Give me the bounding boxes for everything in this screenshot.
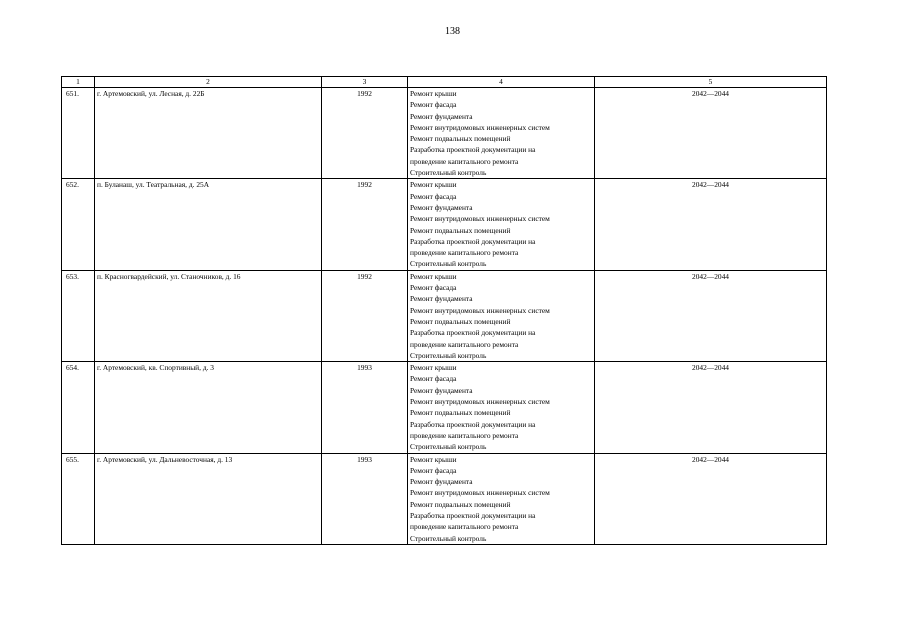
- work-item: Ремонт крыши: [410, 454, 457, 464]
- works-cell: [408, 362, 595, 453]
- work-item: Ремонт подвальных помещений: [410, 134, 511, 144]
- work-item: Строительный контроль: [410, 533, 487, 543]
- period-cell: 2042—2044: [595, 362, 827, 453]
- column-number: 3: [322, 77, 408, 88]
- work-item: проведение капитального ремонта: [410, 430, 519, 440]
- works-cell: [408, 270, 595, 361]
- row-number: 654.: [62, 362, 95, 453]
- work-item: Ремонт фундамента: [410, 202, 473, 212]
- work-item: Ремонт фасада: [410, 465, 457, 475]
- work-item: проведение капитального ремонта: [410, 339, 519, 349]
- period-cell: 2042—2044: [595, 179, 827, 270]
- column-number-row: [62, 77, 827, 88]
- work-item: Разработка проектной документации на: [410, 510, 536, 520]
- address-cell: г. Артемовский, ул. Дальневосточная, д. 13: [95, 453, 322, 544]
- work-item: Строительный контроль: [410, 350, 487, 360]
- work-item: Ремонт подвальных помещений: [410, 499, 511, 509]
- works-cell: [408, 453, 595, 544]
- column-number: 1: [62, 77, 95, 88]
- period-cell: 2042—2044: [595, 453, 827, 544]
- column-number: 4: [408, 77, 595, 88]
- work-item: Ремонт подвальных помещений: [410, 316, 511, 326]
- repair-schedule-table: [61, 76, 827, 545]
- work-item: проведение капитального ремонта: [410, 522, 519, 532]
- period-cell: 2042—2044: [595, 270, 827, 361]
- work-item: Ремонт крыши: [410, 89, 457, 98]
- work-item: Ремонт внутридомовых инженерных систем: [410, 397, 550, 407]
- row-number: 651.: [62, 88, 95, 179]
- work-item: проведение капитального ремонта: [410, 248, 519, 258]
- works-cell: [408, 88, 595, 179]
- work-item: Строительный контроль: [410, 259, 487, 269]
- work-item: Строительный контроль: [410, 442, 487, 452]
- table-row: [62, 362, 827, 453]
- work-item: Ремонт фундамента: [410, 294, 473, 304]
- work-item: Ремонт подвальных помещений: [410, 408, 511, 418]
- address-cell: п. Красногвардейский, ул. Станочников, д. 16: [95, 270, 322, 361]
- address-cell: г. Артемовский, ул. Лесная, д. 22Б: [95, 88, 322, 179]
- work-item: Ремонт внутридомовых инженерных систем: [410, 488, 550, 498]
- year-cell: 1992: [322, 88, 408, 179]
- column-number: 5: [595, 77, 827, 88]
- year-cell: 1993: [322, 362, 408, 453]
- work-item: Строительный контроль: [410, 168, 487, 178]
- year-cell: 1993: [322, 453, 408, 544]
- work-item: Ремонт крыши: [410, 180, 457, 190]
- work-item: Ремонт крыши: [410, 363, 457, 373]
- table-row: [62, 270, 827, 361]
- work-item: Ремонт внутридомовых инженерных систем: [410, 305, 550, 315]
- work-item: Ремонт фундамента: [410, 385, 473, 395]
- work-item: Ремонт крыши: [410, 271, 457, 281]
- work-item: Ремонт фасада: [410, 191, 457, 201]
- work-item: Разработка проектной документации на: [410, 419, 536, 429]
- work-item: проведение капитального ремонта: [410, 156, 519, 166]
- work-item: Разработка проектной документации на: [410, 145, 536, 155]
- address-cell: п. Буланаш, ул. Театральная, д. 25А: [95, 179, 322, 270]
- work-item: Ремонт внутридомовых инженерных систем: [410, 214, 550, 224]
- work-item: Разработка проектной документации на: [410, 236, 536, 246]
- work-item: Ремонт фасада: [410, 374, 457, 384]
- column-number: 2: [95, 77, 322, 88]
- work-item: Ремонт фасада: [410, 100, 457, 110]
- year-cell: 1992: [322, 179, 408, 270]
- address-cell: г. Артемовский, кв. Спортивный, д. 3: [95, 362, 322, 453]
- period-cell: 2042—2044: [595, 88, 827, 179]
- year-cell: 1992: [322, 270, 408, 361]
- work-item: Ремонт подвальных помещений: [410, 225, 511, 235]
- row-number: 653.: [62, 270, 95, 361]
- row-number: 655.: [62, 453, 95, 544]
- table-row: [62, 179, 827, 270]
- row-number: 652.: [62, 179, 95, 270]
- work-item: Ремонт фундамента: [410, 477, 473, 487]
- works-cell: [408, 179, 595, 270]
- work-item: Ремонт внутридомовых инженерных систем: [410, 122, 550, 132]
- table-row: [62, 453, 827, 544]
- work-item: Ремонт фасада: [410, 283, 457, 293]
- work-item: Ремонт фундамента: [410, 111, 473, 121]
- page-number: 138: [445, 26, 460, 37]
- work-item: Разработка проектной документации на: [410, 328, 536, 338]
- table-row: [62, 88, 827, 179]
